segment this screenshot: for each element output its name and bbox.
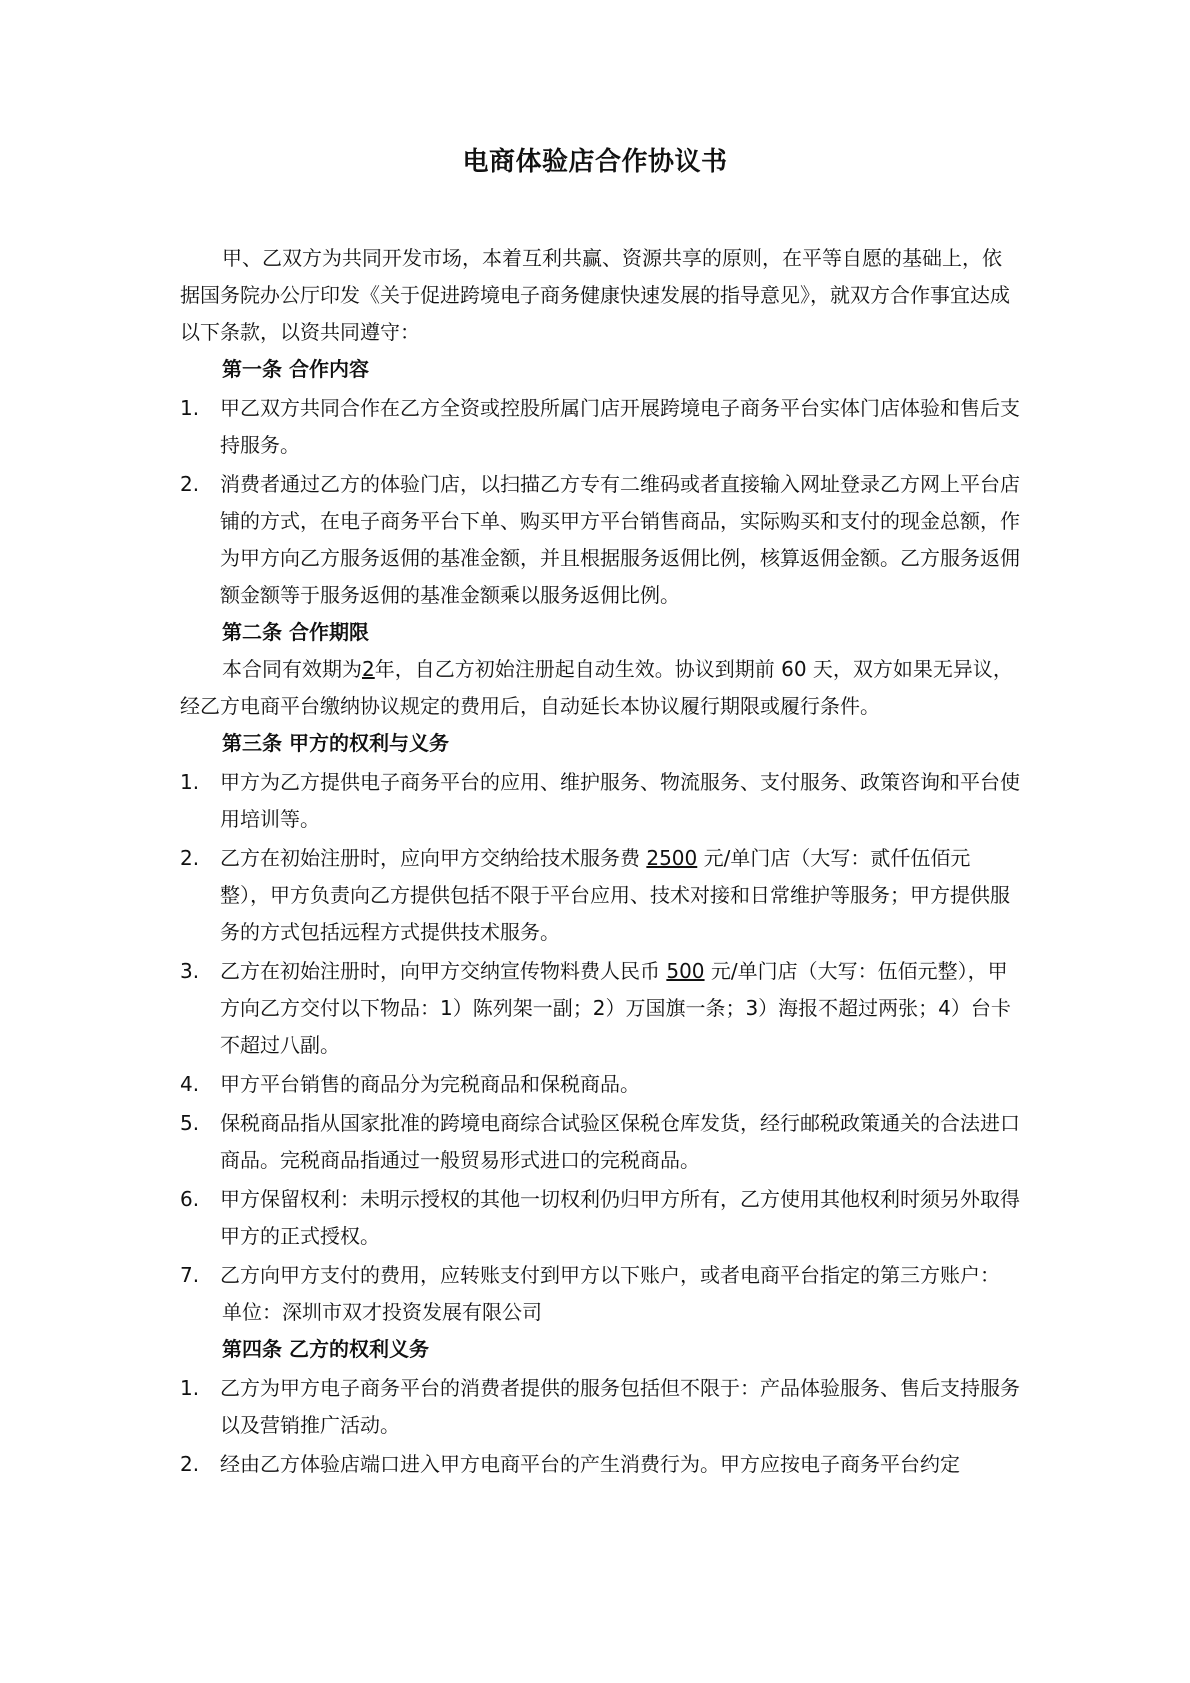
list-text: 甲方平台销售的商品分为完税商品和保税商品。 xyxy=(220,1072,640,1096)
material-text-a: 乙方在初始注册时，向甲方交纳宣传物料费人民币 xyxy=(220,959,667,983)
tech-fee-amount: 2500 xyxy=(646,846,698,870)
term-text-b: 年，自乙方初始注册起自动生效。协议到期前 60 天，双方如果无异议，经乙方电商平台缴纳协议规定的费用后，自动延长本协议履行期限或履行条件。 xyxy=(180,657,1013,718)
list-number: 4. xyxy=(180,1072,200,1096)
list-number: 5. xyxy=(180,1111,200,1135)
section-3-heading: 第三条 甲方的权利与义务 xyxy=(222,731,449,755)
list-text: 甲方为乙方提供电子商务平台的应用、维护服务、物流服务、支付服务、政策咨询和平台使用培训等。 xyxy=(220,770,1020,831)
fee-text-a: 乙方在初始注册时，应向甲方交纳给技术服务费 xyxy=(220,846,647,870)
list-item xyxy=(180,1181,1020,1255)
list-item xyxy=(180,764,1020,838)
payee-unit: 单位：深圳市双才投资发展有限公司 xyxy=(222,1300,542,1324)
list-text: 保税商品指从国家批准的跨境电商综合试验区保税仓库发货，经行邮税政策通关的合法进口商品。完税商品指通过一般贸易形式进口的完税商品。 xyxy=(220,1111,1020,1172)
list-text: 消费者通过乙方的体验门店，以扫描乙方专有二维码或者直接输入网址登录乙方网上平台店铺的方式，在电子商务平台下单、购买甲方平台销售商品，实际购买和支付的现金总额，作为甲方向乙方服务返佣的基准金额，并且根据服务返佣比例，核算返佣金额。乙方服务返佣额金额等于服务返佣的基准金额乘以服务返佣比例。 xyxy=(220,472,1020,607)
list-item xyxy=(180,1105,1020,1179)
list-text xyxy=(220,846,1010,944)
list-item xyxy=(180,840,1020,951)
fee-text-b: 元/单门店（大写：贰仟伍佰元整），甲方负责向乙方提供包括不限于平台应用、技术对接和日常维护等服务；甲方提供服务的方式包括远程方式提供技术服务。 xyxy=(220,846,1010,944)
list-number: 1. xyxy=(180,770,200,794)
list-number: 1. xyxy=(180,396,200,420)
list-number: 2. xyxy=(180,472,200,496)
list-text: 乙方向甲方支付的费用，应转账支付到甲方以下账户，或者电商平台指定的第三方账户： xyxy=(220,1263,1000,1287)
list-text: 乙方为甲方电子商务平台的消费者提供的服务包括但不限于：产品体验服务、售后支持服务以及营销推广活动。 xyxy=(220,1376,1020,1437)
term-paragraph xyxy=(180,651,1020,725)
intro-paragraph: 甲、乙双方为共同开发市场，本着互利共赢、资源共享的原则，在平等自愿的基础上，依据国务院办公厅印发《关于促进跨境电子商务健康快速发展的指导意见》，就双方合作事宜达成以下条款，以资共同遵守： xyxy=(180,246,1010,344)
section-2-heading: 第二条 合作期限 xyxy=(222,620,369,644)
list-number: 7. xyxy=(180,1263,200,1287)
section-1-heading: 第一条 合作内容 xyxy=(222,357,369,381)
list-item xyxy=(180,1257,1020,1294)
list-item xyxy=(180,1446,1020,1483)
list-number: 3. xyxy=(180,959,200,983)
list-text: 甲方保留权利：未明示授权的其他一切权利仍归甲方所有，乙方使用其他权利时须另外取得甲方的正式授权。 xyxy=(220,1187,1020,1248)
list-item xyxy=(180,466,1020,614)
list-item xyxy=(180,1066,1020,1103)
term-years: 2 xyxy=(362,657,375,681)
term-text-a: 本合同有效期为 xyxy=(222,657,362,681)
document-body xyxy=(180,240,1020,1483)
list-number: 2. xyxy=(180,846,200,870)
material-text-b: 元/单门店（大写：伍佰元整），甲方向乙方交付以下物品：1）陈列架一副；2）万国旗一条；3）海报不超过两张；4）台卡不超过八副。 xyxy=(220,959,1011,1057)
section-4-heading: 第四条 乙方的权利义务 xyxy=(222,1337,429,1361)
list-text xyxy=(220,959,1011,1057)
material-fee-amount: 500 xyxy=(666,959,705,983)
list-number: 6. xyxy=(180,1187,200,1211)
list-number: 1. xyxy=(180,1376,200,1400)
list-text: 经由乙方体验店端口进入甲方电商平台的产生消费行为。甲方应按电子商务平台约定 xyxy=(220,1452,960,1476)
list-item xyxy=(180,1370,1020,1444)
list-item xyxy=(180,390,1020,464)
list-item xyxy=(180,953,1020,1064)
list-text: 甲乙双方共同合作在乙方全资或控股所属门店开展跨境电子商务平台实体门店体验和售后支持服务。 xyxy=(220,396,1020,457)
document-title: 电商体验店合作协议书 xyxy=(462,147,728,177)
list-number: 2. xyxy=(180,1452,200,1476)
